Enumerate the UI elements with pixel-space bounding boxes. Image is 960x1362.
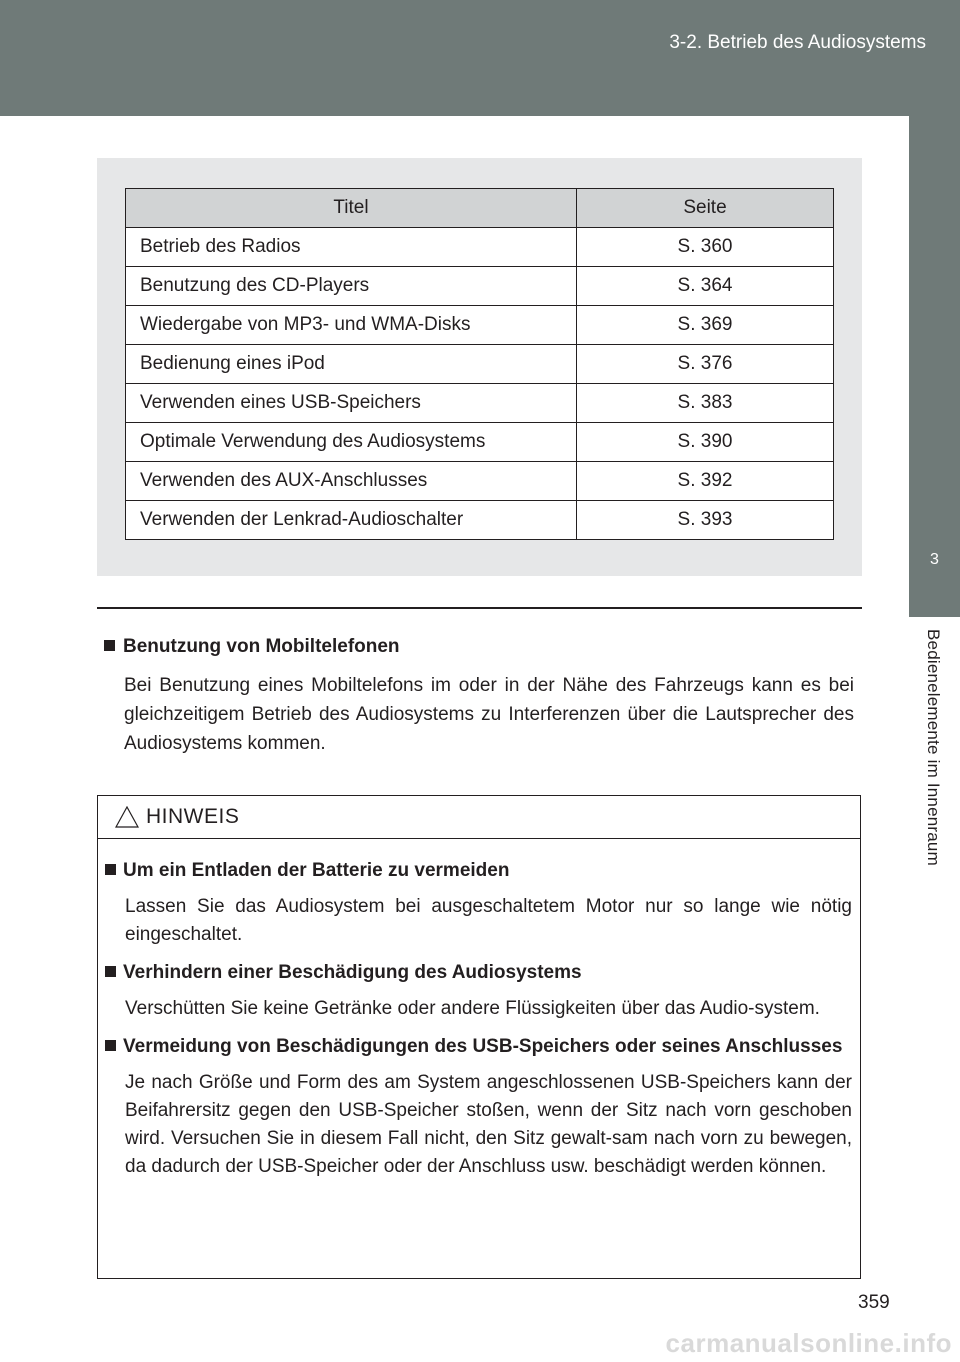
table-row xyxy=(126,384,834,423)
warning-triangle-icon xyxy=(115,806,139,828)
row-page: S. 369 xyxy=(577,306,834,345)
notice-item-text: Verschütten Sie keine Getränke oder andere Flüssigkeiten über das Audio-system. xyxy=(125,998,820,1019)
notice-item-text: Je nach Größe und Form des am System angeschlossenen USB-Speichers kann der Beifahrersitz gegen den USB-Speicher stoßen, wenn der Sitz nach vorn geschoben wird. Versuchen Sie in diesem Fall nicht, den Sitz gewalt-sam nach vorn zu bewegen, da dadurch der USB-Speicher oder der Anschluss usw. beschädigt werden können. xyxy=(125,1072,852,1177)
table-row xyxy=(126,306,834,345)
table-header-row xyxy=(126,189,834,228)
watermark: carmanualsonline.info xyxy=(665,1328,952,1358)
square-bullet-icon xyxy=(105,864,116,875)
row-page: S. 376 xyxy=(577,345,834,384)
square-bullet-icon xyxy=(104,640,115,651)
table-row xyxy=(126,267,834,306)
notice-item-heading-text: Verhindern einer Beschädigung des Audiosystems xyxy=(123,962,582,983)
row-title: Wiedergabe von MP3- und WMA-Disks xyxy=(126,306,577,345)
section-divider xyxy=(97,607,862,609)
row-title: Verwenden des AUX-Anschlusses xyxy=(126,462,577,501)
notice-item-heading xyxy=(105,857,852,885)
row-page: S. 392 xyxy=(577,462,834,501)
notice-item-heading xyxy=(105,1033,852,1061)
row-title: Betrieb des Radios xyxy=(126,228,577,267)
column-header-page: Seite xyxy=(577,189,834,228)
row-title: Bedienung eines iPod xyxy=(126,345,577,384)
mobile-phone-section xyxy=(104,633,854,758)
table-row xyxy=(126,462,834,501)
column-header-title: Titel xyxy=(126,189,577,228)
reference-table xyxy=(125,188,834,540)
row-page: S. 390 xyxy=(577,423,834,462)
page-number: 359 xyxy=(858,1292,890,1313)
notice-item-heading-text: Vermeidung von Beschädigungen des USB-Speichers oder seines Anschlusses xyxy=(123,1036,843,1057)
chapter-label-tab xyxy=(909,617,960,917)
table-row xyxy=(126,345,834,384)
row-page: S. 360 xyxy=(577,228,834,267)
notice-item-text: Lassen Sie das Audiosystem bei ausgeschaltetem Motor nur so lange wie nötig eingeschaltet. xyxy=(125,896,852,945)
table-row xyxy=(126,423,834,462)
row-title: Benutzung des CD-Players xyxy=(126,267,577,306)
row-title: Verwenden eines USB-Speichers xyxy=(126,384,577,423)
chapter-number-tab: 3 xyxy=(909,495,960,617)
row-page: S. 393 xyxy=(577,501,834,540)
table-row xyxy=(126,228,834,267)
square-bullet-icon xyxy=(105,966,116,977)
section-title: 3-2. Betrieb des Audiosystems xyxy=(669,32,926,53)
section-body: Bei Benutzung eines Mobiltelefons im oder in der Nähe des Fahrzeugs kann es bei gleichzeitigem Betrieb des Audiosystems zu Interferenzen über die Lautsprecher des Audiosystems kommen. xyxy=(124,675,854,754)
notice-title: HINWEIS xyxy=(146,805,240,828)
row-title: Optimale Verwendung des Audiosystems xyxy=(126,423,577,462)
section-heading xyxy=(104,633,854,661)
page-header xyxy=(0,0,960,116)
chapter-label: Bedienelemente im Innenraum xyxy=(924,629,943,866)
row-title: Verwenden der Lenkrad-Audioschalter xyxy=(126,501,577,540)
row-page: S. 364 xyxy=(577,267,834,306)
row-page: S. 383 xyxy=(577,384,834,423)
notice-body xyxy=(98,839,860,1181)
notice-header xyxy=(98,796,860,839)
table-row xyxy=(126,501,834,540)
side-tab-strip xyxy=(909,116,960,495)
notice-item-heading-text: Um ein Entladen der Batterie zu vermeiden xyxy=(123,860,510,881)
section-heading-text: Benutzung von Mobiltelefonen xyxy=(123,636,400,657)
notice-box xyxy=(97,795,861,1279)
notice-item-heading xyxy=(105,959,852,987)
square-bullet-icon xyxy=(105,1040,116,1051)
